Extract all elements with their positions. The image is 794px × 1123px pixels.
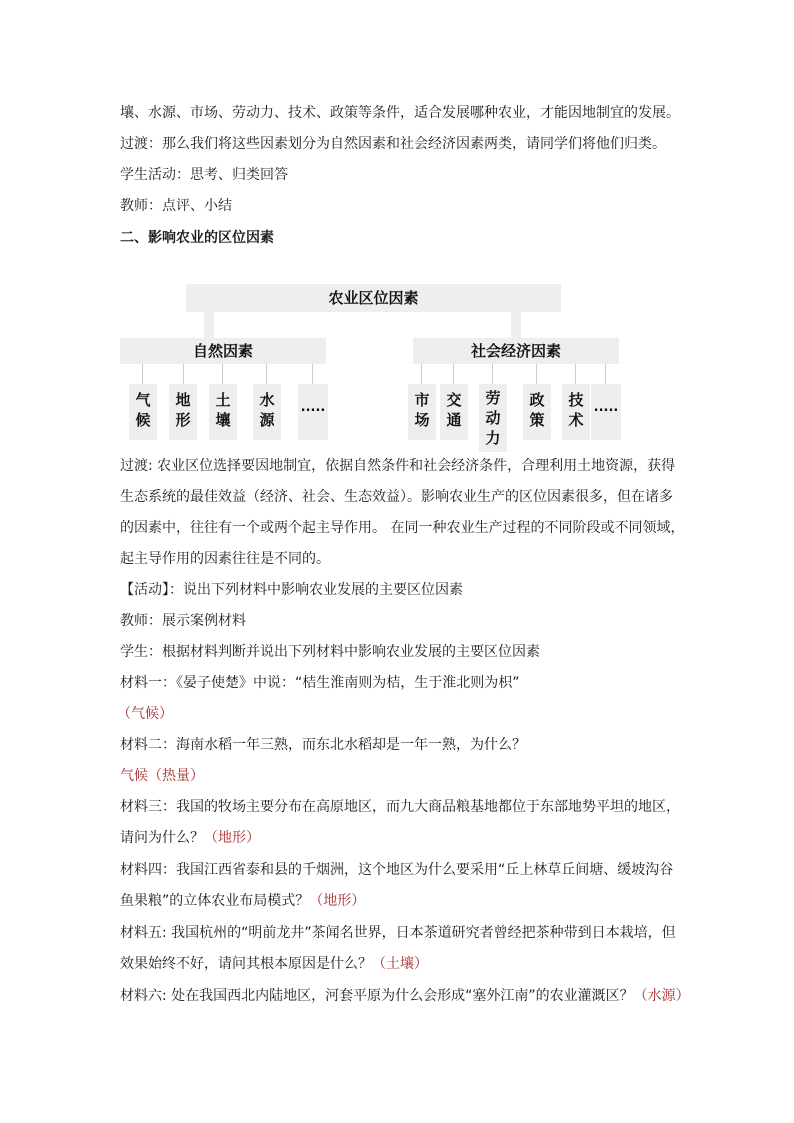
diagram-connector [204,312,214,338]
factor-label: ..... [300,400,326,415]
transition-line: 起主导作用的因素往往是不同的。 [120,551,330,567]
material-3-answer: （地形） [204,830,260,846]
transition-line: 过渡: 农业区位选择要因地制宜，依据自然条件和社会经济条件，合理利用土地资源，获得 [120,458,676,474]
natural-factor-soil [209,384,237,440]
material-2-answer: 气候（热量） [120,768,204,784]
material-5-question: 效果始终不好，请问其根本原因是什么？ [120,956,372,972]
material-5-line-2 [120,954,428,974]
natural-factor-more [298,384,328,440]
material-3-question: 请问为什么？ [120,830,204,846]
natural-factor-water [253,384,281,440]
material-2: 材料二：海南水稻一年三熟，而东北水稻却是一年一熟，为什么？ [120,737,526,753]
teacher-line: 教师：展示案例材料 [120,613,246,629]
material-4-question: 鱼果粮”的立体农业布局模式？ [120,893,310,909]
material-3-line-2 [120,828,260,848]
diagram-tick [421,364,422,384]
diagram-tick [266,364,267,384]
social-factors-header: 社会经济因素 [413,338,619,364]
diagram-root: 农业区位因素 [186,284,561,312]
diagram-tick [536,364,537,384]
diagram-tick [492,364,493,384]
material-6-question: 材料六: 处在我国西北内陆地区，河套平原为什么会形成“塞外江南”的农业灌溉区？ [120,988,634,1004]
diagram-tick [222,364,223,384]
social-factor-technology [562,384,590,440]
factor-label: ..... [593,400,619,415]
diagram-tick [183,364,184,384]
factor-label: 政策 [529,391,545,429]
factor-label: 劳动力 [485,389,501,447]
factor-label: 土壤 [215,391,231,429]
material-4-line-2 [120,891,365,911]
natural-factors-header: 自然因素 [120,338,326,364]
material-4-answer: （地形） [309,893,366,909]
social-factor-labor [479,384,507,452]
transition-line: 的因素中，往往有一个或两个起主导作用。 在同一种农业生产过程的不同阶段或不同领域， [120,520,685,536]
diagram-tick [142,364,143,384]
student-line: 学生：根据材料判断并说出下列材料中影响农业发展的主要区位因素 [120,644,540,660]
social-factor-market [408,384,436,440]
material-5-answer: （土壤） [372,956,428,972]
social-factor-more [591,384,621,440]
social-factor-policy [523,384,551,440]
material-5-line-1: 材料五: 我国杭州的“明前龙井”茶闻名世界，日本茶道研究者曾经把茶种带到日本栽培，但 [120,925,676,941]
material-1: 材料一：《晏子使楚》中说：“桔生淮南则为桔，生于淮北则为枳” [120,675,520,691]
factor-label: 市场 [414,391,430,429]
paragraph-line: 壤、水源、市场、劳动力、技术、政策等条件，适合发展哪种农业，才能因地制宜的发展。 [120,105,680,121]
factor-label: 地形 [175,391,191,429]
factor-label: 水源 [259,391,275,429]
factor-label: 交通 [446,391,462,429]
natural-factor-climate [129,384,157,440]
material-6-answer: （水源） [633,988,690,1004]
social-factor-transport [440,384,468,440]
paragraph-line: 过渡：那么我们将这些因素划分为自然因素和社会经济因素两类，请同学们将他们归类。 [120,136,666,152]
material-1-answer: （气候） [117,706,173,722]
diagram-tick [575,364,576,384]
diagram-connector [511,312,521,338]
diagram-tick [453,364,454,384]
activity-heading: 【活动】：说出下列材料中影响农业发展的主要区位因素 [120,582,463,598]
section-heading: 二、影响农业的区位因素 [120,230,274,246]
natural-factor-terrain [169,384,197,440]
material-3-line-1: 材料三：我国的牧场主要分布在高原地区，而九大商品粮基地都位于东部地势平坦的地区， [120,799,680,815]
factor-label: 技术 [568,391,584,429]
material-6 [120,986,690,1006]
paragraph-line: 教师：点评、小结 [120,198,232,214]
diagram-tick [605,364,606,384]
paragraph-line: 学生活动：思考、归类回答 [120,167,288,183]
diagram-tick [312,364,313,384]
transition-line: 生态系统的最佳效益（经济、社会、生态效益）。影响农业生产的区位因素很多，但在诸多 [120,489,673,505]
material-4-line-1: 材料四：我国江西省泰和县的千烟洲，这个地区为什么要采用“丘上林草丘间塘、缓坡沟谷 [120,862,674,878]
factor-label: 气候 [135,391,151,429]
